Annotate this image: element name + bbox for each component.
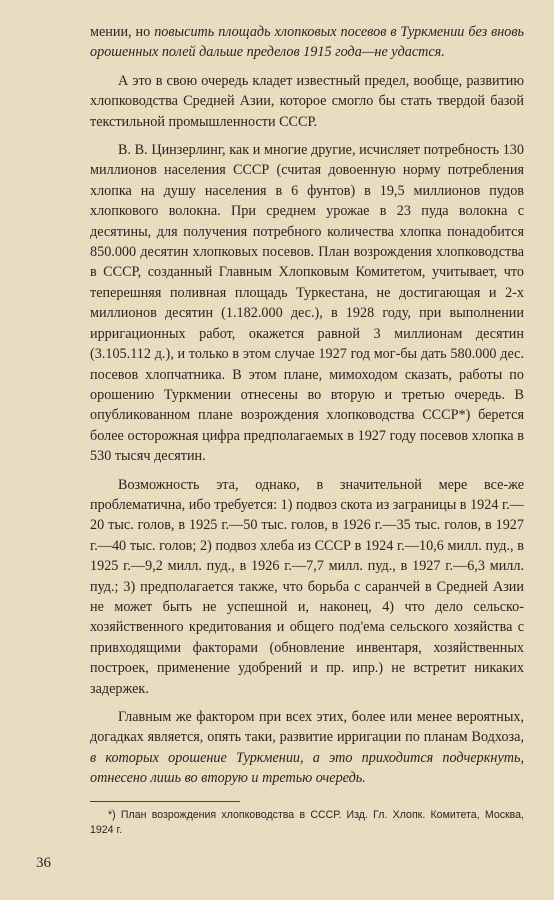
paragraph-problematic-requirements (90, 475, 524, 699)
footnote-divider (90, 801, 240, 802)
body-text (90, 22, 524, 789)
text-run: мении, но (90, 24, 155, 40)
text-run: А это в свою очередь кладет известный предел, вообще, развитию хлопководства Средней Азии, которое смогло бы стать твердой базой текстильной промышленности СССР. (90, 72, 524, 130)
paragraph-zinzerling-estimate (90, 140, 524, 467)
text-run: В. В. Цинзерлинг, как и многие другие, исчисляет потребность 130 миллионов населения СССР (считая довоенную норму потребления хлопка на душу населения в 6 фунтов) в 19,5 миллионов пудов хлопкового волокна. При среднем урожае в 23 пуда волокна с десятины, для получения потребного количества хлопка понадобится 850.000 десятин хлопковых посевов. План возрождения хлопководства в СССР, созданный Главным Хлопковым Комитетом, учитывает, что теперешняя поливная площадь Туркестана, не достигающая и 2-х миллионов десятин (1.182.000 дес.), в 1928 году, при выполнении ирригационных работ, окажется равной 3 миллионам десятин (3.105.112 д.), и только в этом случае 1927 год мог-бы дать 580.000 дес. посевов хлопчатника. В этом плане, мимоходом сказать, работы по орошению Туркмении отнесены во вторую и третью очередь. В опубликованном плане возрождения хлопководства СССР*) берется более осторожная цифра предполагаемых в 1927 году посевов хлопка в 530 тысяч десятин. (90, 142, 524, 465)
italic-text: в которых орошение Туркмении, а это приходится подчеркнуть, отнесено лишь во вторую и третью очередь. (90, 749, 524, 787)
paragraph-limit-statement (90, 71, 524, 132)
paragraph-cotton-area-conclusion (90, 22, 524, 63)
text-run: Главным же фактором при всех этих, более или менее вероятных, догадках является, опять таки, развитие ирригации по планам Водхоза, (90, 709, 524, 746)
page-number: 36 (36, 855, 51, 871)
footnote: *) План возрождения хлопководства в СССР. Изд. Гл. Хлопк. Комитета, Москва, 1924 г. (90, 808, 524, 836)
text-run: Возможность эта, однако, в значительной мере все-же проблематична, ибо требуется: 1) подвоз скота из заграницы в 1924 г.—20 тыс. голов, в 1925 г.—50 тыс. голов, в 1926 г.—35 тыс. голов, в 1927 г.—40 тыс. голов; 2) подвоз хлеба из СССР в 1924 г.—10,6 милл. пуд., в 1925 г.—9,2 милл. пуд., в 1926 г.—7,7 милл. пуд., в 1927 г.—6,3 милл. пуд.; 3) предполагается также, что борьба с саранчей в Средней Азии не может быть не успешной и, наконец, 4) что дело сельско-хозяйственного кредитования и общего под'ема сельского хозяйства с привходящими факторами (обновление инвентаря, хозяйственных построек, применение удобрений и пр. ипр.) не встретит никаких задержек. (90, 476, 524, 697)
italic-text: повысить площадь хлопковых посевов в Туркмении без вновь орошенных полей дальше пределов 1915 года—не удастся. (90, 24, 524, 61)
paragraph-main-factor (90, 707, 524, 789)
